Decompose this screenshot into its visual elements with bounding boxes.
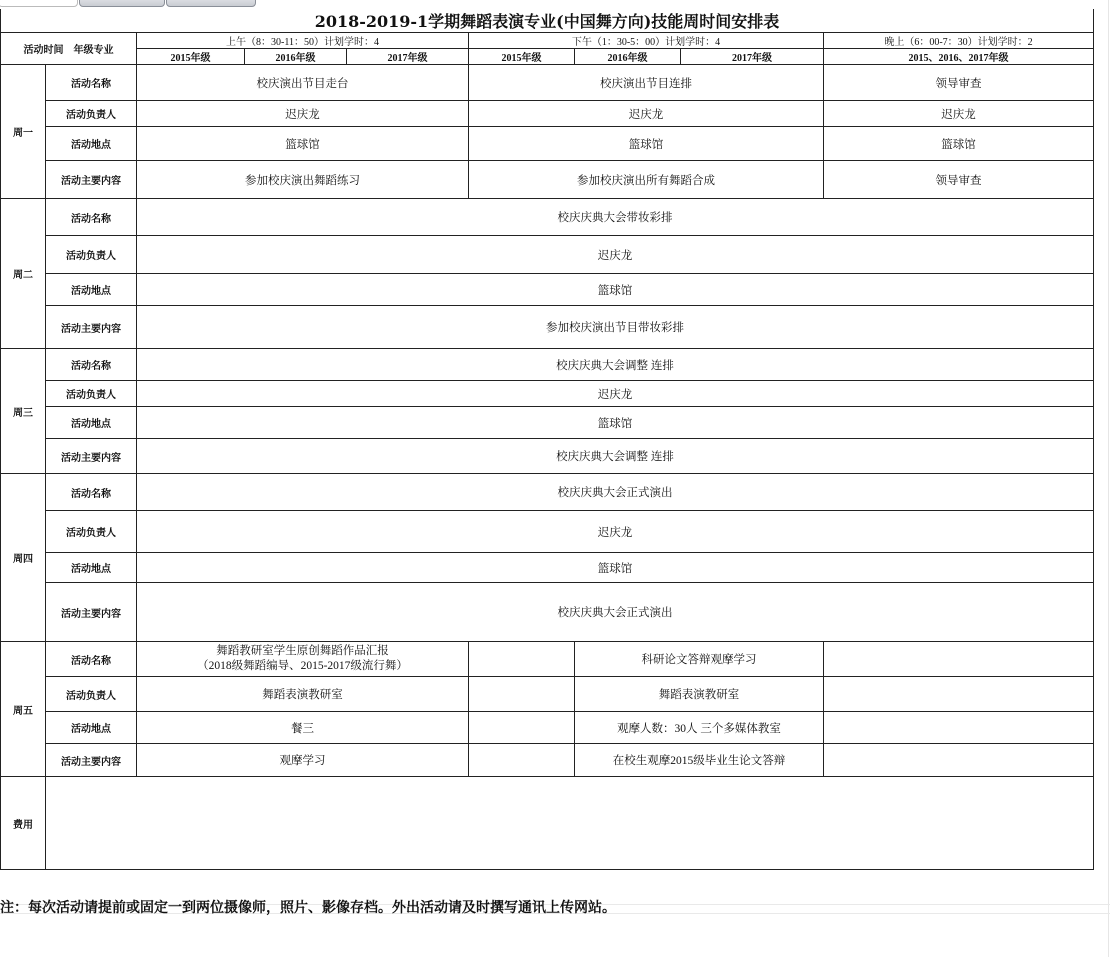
day-label-wednesday: 周三 (1, 349, 46, 474)
activity-cell (137, 642, 469, 677)
activity-cell: 参加校庆演出节目带妆彩排 (137, 306, 1094, 349)
activity-text: 舞蹈教研室学生原创舞蹈作品汇报 (216, 645, 389, 657)
row-label: 活动名称 (46, 65, 137, 101)
page-title: 2018-2019-1学期舞蹈表演专业(中国舞方向)技能周时间安排表 (1, 9, 1094, 33)
activity-cell: 校庆庆典大会正式演出 (137, 583, 1094, 642)
empty-cell (469, 744, 575, 777)
row-label: 活动地点 (46, 407, 137, 439)
activity-cell: 校庆庆典大会带妆彩排 (137, 199, 1094, 236)
corner-header: 活动时间 年级专业 (1, 33, 137, 65)
activity-cell: 舞蹈表演教研室 (575, 677, 824, 712)
activity-cell: 篮球馆 (469, 127, 824, 161)
activity-cell: 校庆庆典大会调整 连排 (137, 349, 1094, 381)
empty-cell (469, 642, 575, 677)
toolbar-input[interactable] (0, 0, 78, 7)
row-label: 活动地点 (46, 274, 137, 306)
activity-cell: 参加校庆演出舞蹈练习 (137, 161, 469, 199)
activity-cell: 校庆演出节目走台 (137, 65, 469, 101)
gridline (1108, 0, 1109, 957)
row-label: 活动地点 (46, 553, 137, 583)
fee-label: 费用 (1, 777, 46, 870)
activity-cell: 迟庆龙 (137, 511, 1094, 553)
grade-header: 2015年级 (469, 49, 575, 65)
row-label: 活动主要内容 (46, 439, 137, 474)
empty-cell (469, 712, 575, 744)
activity-cell: 观摩学习 (137, 744, 469, 777)
row-label: 活动主要内容 (46, 583, 137, 642)
day-label-monday: 周一 (1, 65, 46, 199)
row-label: 活动负责人 (46, 236, 137, 274)
row-label: 活动名称 (46, 474, 137, 511)
activity-cell: 校庆庆典大会正式演出 (137, 474, 1094, 511)
row-label: 活动主要内容 (46, 744, 137, 777)
row-label: 活动地点 (46, 127, 137, 161)
row-label: 活动主要内容 (46, 306, 137, 349)
activity-cell: 迟庆龙 (137, 236, 1094, 274)
grade-header: 2017年级 (681, 49, 824, 65)
activity-cell: 篮球馆 (824, 127, 1094, 161)
day-label-thursday: 周四 (1, 474, 46, 642)
activity-cell: 领导审查 (824, 161, 1094, 199)
schedule-table (0, 9, 1094, 870)
row-label: 活动负责人 (46, 677, 137, 712)
activity-cell: 篮球馆 (137, 127, 469, 161)
activity-cell: 迟庆龙 (469, 101, 824, 127)
grade-header: 2015年级 (137, 49, 245, 65)
row-label: 活动负责人 (46, 511, 137, 553)
row-label: 活动名称 (46, 642, 137, 677)
activity-cell: 迟庆龙 (824, 101, 1094, 127)
activity-cell: 在校生观摩2015级毕业生论文答辩 (575, 744, 824, 777)
activity-text: （2018级舞蹈编导、2015-2017级流行舞） (197, 660, 408, 672)
activity-cell: 篮球馆 (137, 274, 1094, 306)
afternoon-header: 下午（1：30-5：00）计划学时：4 (469, 33, 824, 49)
activity-cell: 校庆演出节目连排 (469, 65, 824, 101)
grade-header: 2016年级 (575, 49, 681, 65)
row-label: 活动负责人 (46, 381, 137, 407)
row-label: 活动名称 (46, 349, 137, 381)
grade-header: 2017年级 (347, 49, 469, 65)
activity-cell: 篮球馆 (137, 553, 1094, 583)
activity-cell: 篮球馆 (137, 407, 1094, 439)
row-label: 活动主要内容 (46, 161, 137, 199)
row-label: 活动地点 (46, 712, 137, 744)
activity-cell: 科研论文答辩观摩学习 (575, 642, 824, 677)
activity-cell: 参加校庆演出所有舞蹈合成 (469, 161, 824, 199)
activity-cell: 校庆庆典大会调整 连排 (137, 439, 1094, 474)
activity-cell: 观摩人数：30人 三个多媒体教室 (575, 712, 824, 744)
activity-cell: 迟庆龙 (137, 381, 1094, 407)
row-label: 活动名称 (46, 199, 137, 236)
evening-header: 晚上（6：00-7：30）计划学时：2 (824, 33, 1094, 49)
day-label-friday: 周五 (1, 642, 46, 777)
empty-cell (469, 677, 575, 712)
empty-cell (824, 744, 1094, 777)
empty-cell (824, 677, 1094, 712)
grade-header: 2016年级 (245, 49, 347, 65)
activity-cell: 舞蹈表演教研室 (137, 677, 469, 712)
day-label-tuesday: 周二 (1, 199, 46, 349)
activity-cell: 迟庆龙 (137, 101, 469, 127)
morning-header: 上午（8：30-11：50）计划学时：4 (137, 33, 469, 49)
fee-cell (46, 777, 1094, 870)
activity-cell: 餐三 (137, 712, 469, 744)
empty-cell (824, 712, 1094, 744)
toolbar-button-2[interactable] (166, 0, 256, 7)
empty-cell (824, 642, 1094, 677)
toolbar-button-1[interactable] (79, 0, 165, 7)
row-label: 活动负责人 (46, 101, 137, 127)
activity-cell: 领导审查 (824, 65, 1094, 101)
evening-grade-header: 2015、2016、2017年级 (824, 49, 1094, 65)
footer-note: 注：每次活动请提前或固定一到两位摄像师，照片、影像存档。外出活动请及时撰写通讯上传网站。 (0, 900, 616, 916)
